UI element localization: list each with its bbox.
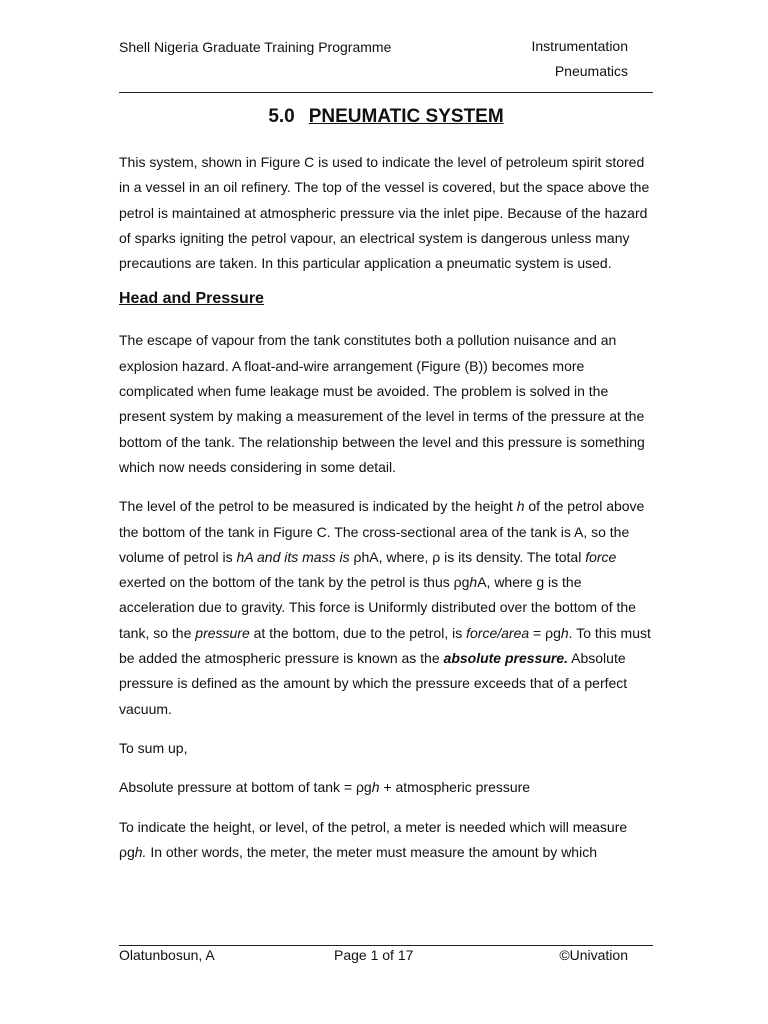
section-title-text: PNEUMATIC SYSTEM (308, 106, 504, 127)
section-number: 5.0 (268, 106, 295, 127)
paragraph-sumup: To sum up, (119, 739, 188, 756)
footer-copyright: ©Univation (559, 947, 628, 963)
footer-page-number: Page 1 of 17 (334, 947, 414, 963)
subheading-head-and-pressure: Head and Pressure (119, 290, 264, 308)
document-body (119, 150, 655, 879)
footer-author: Olatunbosun, A (119, 947, 215, 963)
header-right-line2: Pneumatics (554, 63, 628, 79)
header-right-line1: Instrumentation (531, 38, 628, 54)
paragraph-formula: Absolute pressure at bottom of tank = ρgh + atmospheric pressure (119, 779, 531, 796)
paragraph-indicate: To indicate the height, or level, of the petrol, a meter is needed which will measure ρgh. In other words, the meter, the meter must measure the amount by which (119, 818, 628, 860)
header-rule (119, 92, 653, 93)
header-right (532, 34, 629, 84)
section-title (119, 106, 653, 128)
header-left: Shell Nigeria Graduate Training Programme (119, 39, 392, 55)
footer-rule (119, 945, 653, 946)
paragraph-level: The level of the petrol to be measured is indicated by the height h of the petrol above the bottom of the tank in Figure C. The cross-sectional area of the tank is A, so the volume of petrol is hA and its mass is ρhA, where, ρ is its density. The total force exerted on the bottom of the tank by the petrol is thus ρghA, where g is the acceleration due to gravity. This force is Uniformly distributed over the bottom of the tank, so the pressure at the bottom, due to the petrol, is force/area = ρgh. To this must be added the atmospheric pressure is known as the absolute pressure. Absolute pressure is defined as the amount by which the pressure exceeds that of a perfect vacuum. (119, 498, 651, 717)
paragraph-intro: This system, shown in Figure C is used to indicate the level of petroleum spirit stored in a vessel in an oil refinery. The top of the vessel is covered, but the space above the petrol is maintained at atmospheric pressure via the inlet pipe. Because of the hazard of sparks igniting the petrol vapour, an electrical system is dangerous unless many precautions are taken. In this particular application a pneumatic system is used. (119, 154, 650, 272)
paragraph-escape: The escape of vapour from the tank constitutes both a pollution nuisance and an explosion hazard. A float-and-wire arrangement (Figure (B)) becomes more complicated when fume leakage must be avoided. The problem is solved in the present system by making a measurement of the level in terms of the pressure at the bottom of the tank. The relationship between the level and this pressure is something which now needs considering in some detail. (119, 332, 645, 475)
